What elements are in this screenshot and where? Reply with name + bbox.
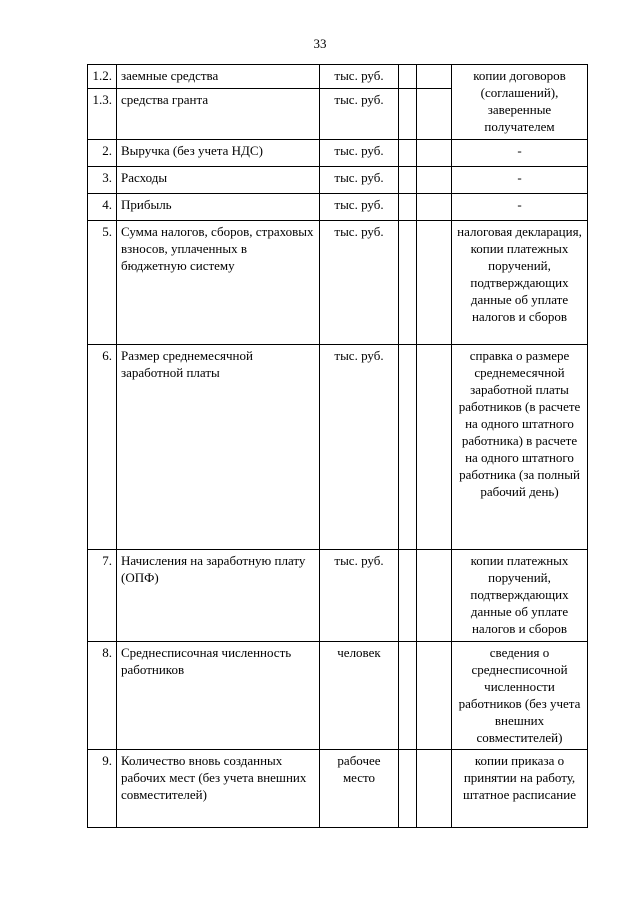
empty-cell	[417, 194, 452, 221]
indicator-name: Количество вновь созданных рабочих мест (без учета внешних совместителей)	[117, 750, 320, 828]
empty-cell	[417, 65, 452, 89]
indicator-name: Выручка (без учета НДС)	[117, 140, 320, 167]
table-row	[88, 140, 588, 167]
unit-cell: тыс. руб.	[320, 89, 399, 140]
document-cell: сведения о среднесписочной численности работников (без учета внешних совместителей)	[452, 642, 588, 750]
indicator-name: Прибыль	[117, 194, 320, 221]
indicator-name: заемные средства	[117, 65, 320, 89]
unit-cell: тыс. руб.	[320, 550, 399, 642]
row-number: 2.	[88, 140, 117, 167]
unit-cell: рабочее место	[320, 750, 399, 828]
row-number: 1.3.	[88, 89, 117, 140]
indicator-name: Среднесписочная численность работников	[117, 642, 320, 750]
row-number: 3.	[88, 167, 117, 194]
indicator-name: Расходы	[117, 167, 320, 194]
empty-cell	[417, 140, 452, 167]
empty-cell	[417, 550, 452, 642]
row-number: 8.	[88, 642, 117, 750]
table-row	[88, 65, 588, 89]
indicators-table	[87, 64, 588, 828]
empty-cell	[399, 550, 417, 642]
unit-cell: человек	[320, 642, 399, 750]
empty-cell	[399, 167, 417, 194]
document-cell: -	[452, 194, 588, 221]
document-cell: -	[452, 167, 588, 194]
table-row	[88, 194, 588, 221]
document-cell: налоговая декларация, копии платежных поручений, подтверждающих данные об уплате налогов и сборов	[452, 221, 588, 345]
document-cell: справка о размере среднемесячной заработной платы работников (в расчете на одного штатного работника) в расчете на одного штатного работника (за полный рабочий день)	[452, 345, 588, 550]
page-number: 33	[313, 36, 327, 51]
empty-cell	[417, 642, 452, 750]
row-number: 6.	[88, 345, 117, 550]
indicator-name: Сумма налогов, сборов, страховых взносов, уплаченных в бюджетную систему	[117, 221, 320, 345]
table-row	[88, 550, 588, 642]
empty-cell	[417, 221, 452, 345]
unit-cell: тыс. руб.	[320, 221, 399, 345]
document-cell: копии приказа о принятии на работу, штатное расписание	[452, 750, 588, 828]
unit-cell: тыс. руб.	[320, 345, 399, 550]
table-row	[88, 750, 588, 828]
row-number: 1.2.	[88, 65, 117, 89]
empty-cell	[417, 89, 452, 140]
empty-cell	[399, 140, 417, 167]
empty-cell	[399, 750, 417, 828]
empty-cell	[399, 642, 417, 750]
empty-cell	[417, 167, 452, 194]
empty-cell	[399, 194, 417, 221]
unit-cell: тыс. руб.	[320, 194, 399, 221]
table-row	[88, 221, 588, 345]
unit-cell: тыс. руб.	[320, 65, 399, 89]
indicator-name: Начисления на заработную плату (ОПФ)	[117, 550, 320, 642]
unit-cell: тыс. руб.	[320, 140, 399, 167]
empty-cell	[399, 65, 417, 89]
indicator-name: Размер среднемесячной заработной платы	[117, 345, 320, 550]
empty-cell	[399, 345, 417, 550]
empty-cell	[399, 221, 417, 345]
row-number: 4.	[88, 194, 117, 221]
empty-cell	[417, 750, 452, 828]
row-number: 5.	[88, 221, 117, 345]
empty-cell	[399, 89, 417, 140]
unit-cell: тыс. руб.	[320, 167, 399, 194]
row-number: 7.	[88, 550, 117, 642]
row-number: 9.	[88, 750, 117, 828]
document-cell: копии платежных поручений, подтверждающих данные об уплате налогов и сборов	[452, 550, 588, 642]
table-row	[88, 642, 588, 750]
indicator-name: средства гранта	[117, 89, 320, 140]
table-row	[88, 345, 588, 550]
table-row	[88, 167, 588, 194]
document-cell: -	[452, 140, 588, 167]
empty-cell	[417, 345, 452, 550]
document-cell: копии договоров (соглашений), заверенные получателем	[452, 65, 588, 140]
